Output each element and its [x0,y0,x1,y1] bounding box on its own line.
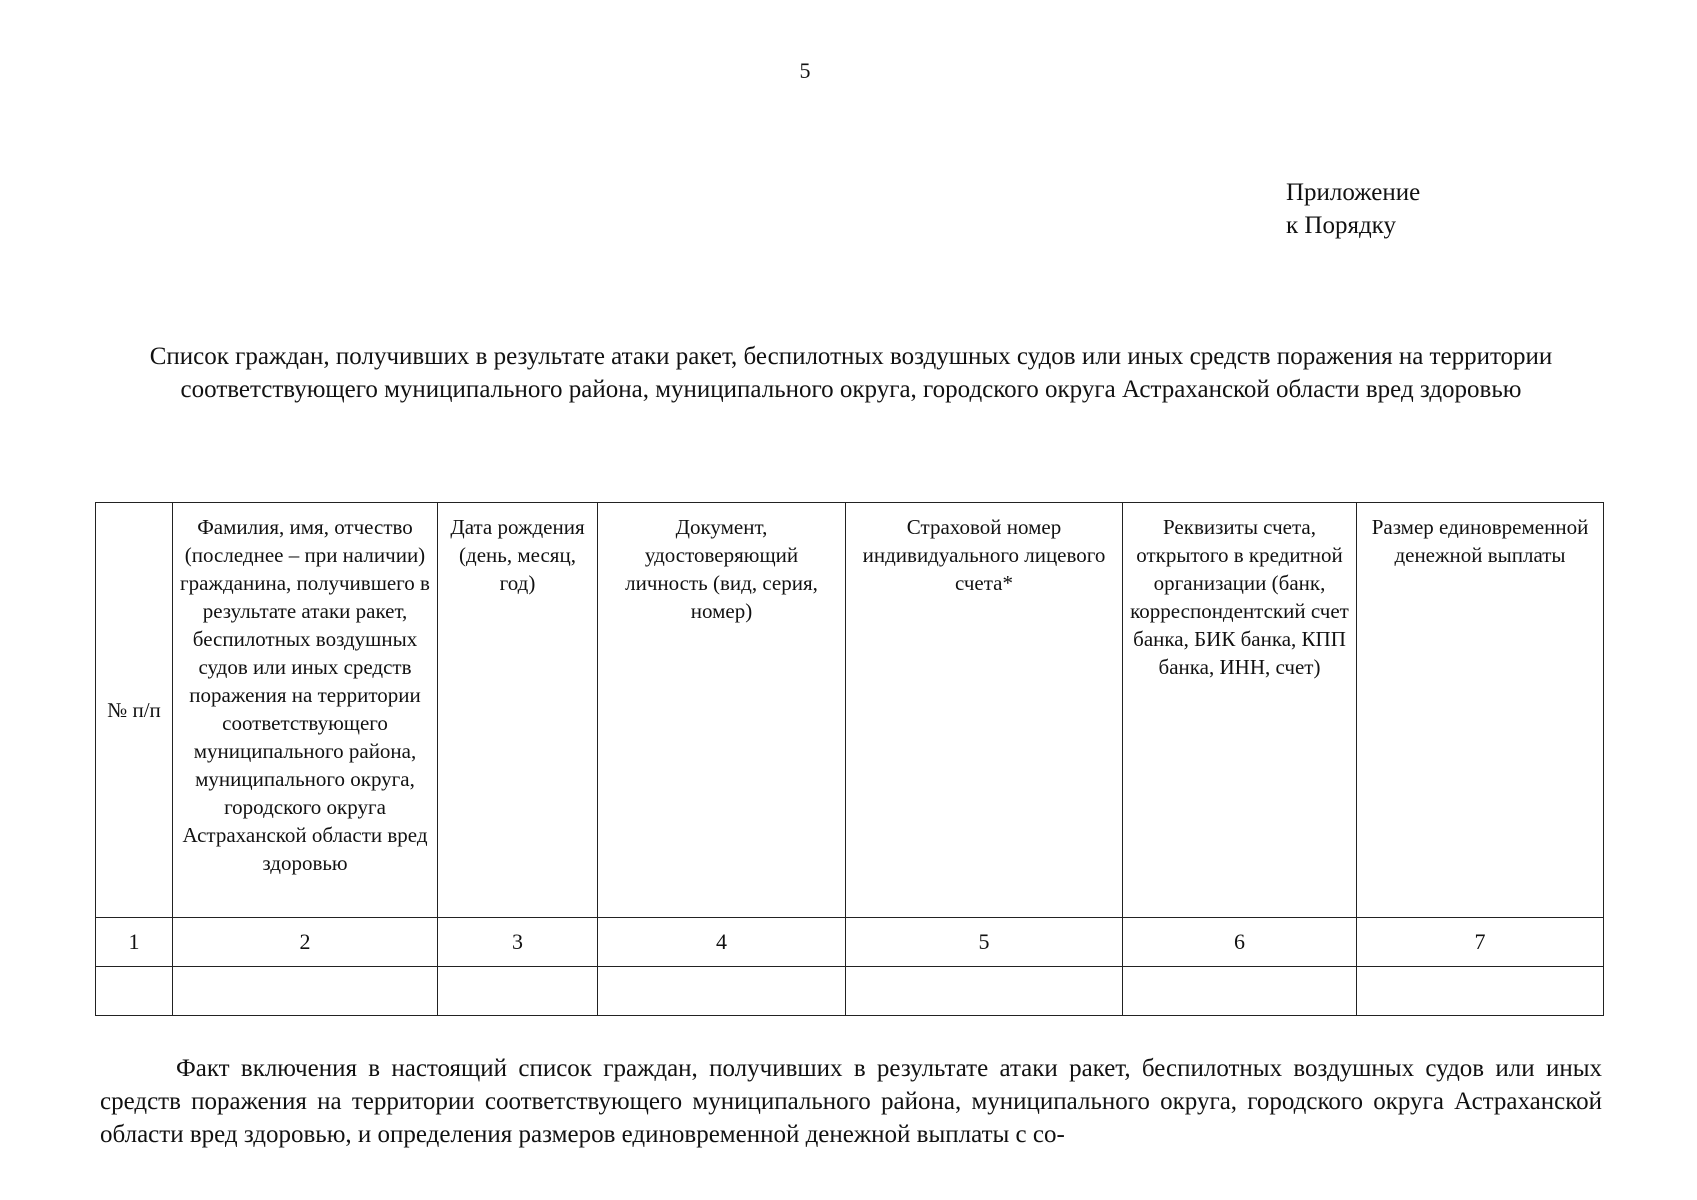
citizens-table [95,502,1604,1016]
table-header-row [96,503,1604,918]
column-number-cell: 5 [846,918,1123,967]
empty-cell [173,967,438,1016]
body-paragraph: Факт включения в настоящий список граждан, получивших в результате атаки ракет, беспилотных воздушных судов или иных средств поражения на территории соответствующего муниципального района, муниципального округа, городского округа Астраханской области вред здоровью, и определения размеров единовременной денежной выплаты с со- [100,1055,1602,1148]
column-number-row [96,918,1604,967]
page-number: 5 [799,58,811,83]
header-cell-payment-amount: Размер единовременной денежной выплаты [1357,503,1604,918]
header-cell-full-name: Фамилия, имя, отчество (последнее – при наличии) гражданина, получившего в результате атаки ракет, беспилотных воздушных судов или иных средств поражения на территории соответствующего муниципального района, муниципального округа, городского округа Астраханской области вред здоровью [173,503,438,918]
header-cell-insurance-number: Страховой номер индивидуального лицевого счета* [846,503,1123,918]
empty-cell [96,967,173,1016]
empty-cell [1357,967,1604,1016]
column-number-cell: 7 [1357,918,1604,967]
header-cell-identity-document: Документ, удостоверяющий личность (вид, серия, номер) [598,503,846,918]
header-cell-number: № п/п [96,503,173,918]
empty-cell [846,967,1123,1016]
appendix-note [1286,176,1420,242]
appendix-line-2: к Порядку [1286,212,1396,239]
column-number-cell: 2 [173,918,438,967]
column-number-cell: 6 [1123,918,1357,967]
document-title: Список граждан, получивших в результате атаки ракет, беспилотных воздушных судов или иных средств поражения на территории соответствующего муниципального района, муниципального округа, городского округа Астраханской области вред здоровью [149,343,1553,403]
table-row [96,967,1604,1016]
citizens-table-container [95,502,1604,1016]
header-cell-birth-date: Дата рождения (день, месяц, год) [438,503,598,918]
empty-cell [438,967,598,1016]
header-cell-bank-details: Реквизиты счета, открытого в кредитной организации (банк, корреспондентский счет банка, БИК банка, КПП банка, ИНН, счет) [1123,503,1357,918]
column-number-cell: 4 [598,918,846,967]
empty-cell [1123,967,1357,1016]
column-number-cell: 1 [96,918,173,967]
column-number-cell: 3 [438,918,598,967]
empty-cell [598,967,846,1016]
appendix-line-1: Приложение [1286,179,1421,206]
